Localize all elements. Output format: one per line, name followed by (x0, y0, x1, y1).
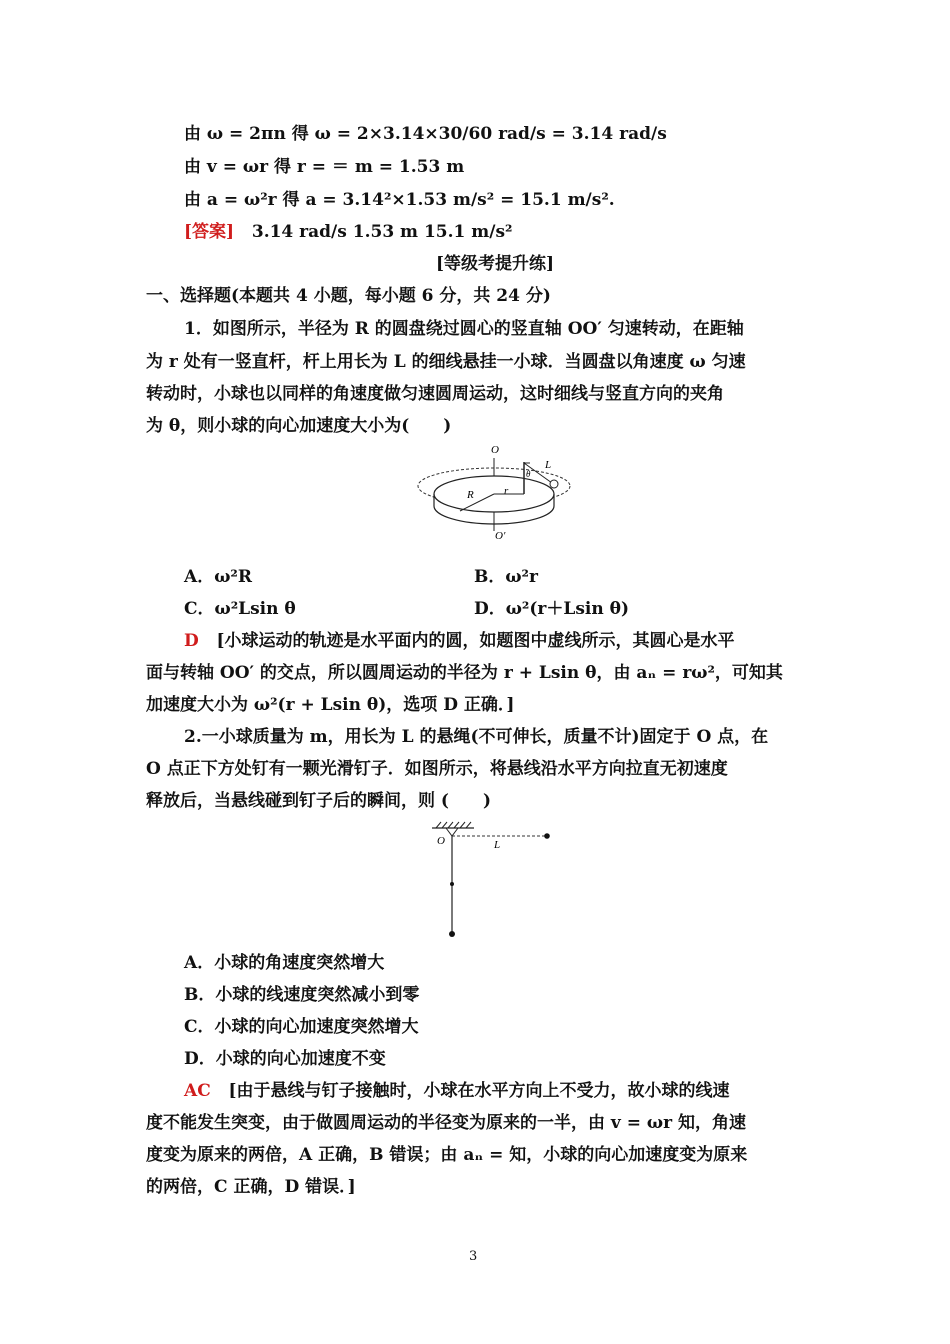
answer-text: 3.14 rad/s 1.53 m 15.1 m/s² (251, 222, 513, 242)
q1-line-1: 1．如图所示，半径为 R 的圆盘绕过圆心的竖直轴 OO′ 匀速转动，在距轴 (184, 319, 744, 339)
q2-nail (450, 882, 454, 886)
q2-option-a: A．小球的角速度突然增大 (184, 953, 385, 973)
q1-figure-disk (412, 436, 572, 551)
q1-line-3: 转动时，小球也以同样的角速度做匀速圆周运动，这时细线与竖直方向的夹角 (146, 384, 724, 404)
q1-line-2: 为 r 处有一竖直杆，杆上用长为 L 的细线悬挂一小球．当圆盘以角速度 ω 匀速 (146, 352, 746, 372)
q2-option-b: B．小球的线速度突然减小到零 (184, 985, 420, 1005)
q1-explanation-1 (184, 625, 735, 657)
calc-line-2: 由 v = ωr 得 r = ＝ m = 1.53 m (184, 157, 465, 177)
answer-label: [答案] (184, 222, 235, 242)
q2-ball-start (544, 833, 550, 839)
q1-label-R: R (467, 489, 474, 501)
q1-label-L: L (545, 459, 552, 471)
q1-option-b: B．ω²r (474, 567, 538, 587)
q1-explanation-3: 加速度大小为 ω²(r + Lsin θ)，选项 D 正确．] (146, 695, 515, 715)
calc-answer (184, 216, 513, 248)
q2-line-2: O 点正下方处钉有一颗光滑钉子．如图所示，将悬线沿水平方向拉直无初速度 (146, 759, 728, 779)
q2-explanation-text-1: [由于悬线与钉子接触时，小球在水平方向上不受力，故小球的线速 (228, 1081, 730, 1101)
q2-explanation-2: 度不能发生突变，由于做圆周运动的半径变为原来的一半，由 v = ωr 知，角速 (146, 1113, 746, 1133)
q1-label-O: O (491, 444, 499, 456)
q2-explanation-4: 的两倍，C 正确，D 错误．] (146, 1177, 356, 1197)
q1-explanation-2: 面与转轴 OO′ 的交点，所以圆周运动的半径为 r + Lsin θ，由 aₙ = rω²，可知其 (146, 663, 783, 683)
q1-label-O-prime: O′ (495, 530, 506, 542)
q1-option-d: D．ω²(r＋Lsin θ) (474, 599, 630, 619)
q2-label-L: L (494, 839, 501, 851)
part-heading: 一、选择题(本题共 4 小题，每小题 6 分，共 24 分) (146, 286, 551, 306)
q2-answer-label: AC (184, 1081, 211, 1101)
q1-line-4: 为 θ，则小球的向心加速度大小为( ) (146, 416, 452, 436)
q2-ceiling-hatch (436, 822, 471, 828)
q1-option-a: A．ω²R (184, 567, 252, 587)
q1-label-r: r (504, 485, 509, 497)
q2-label-O: O (437, 835, 445, 847)
q2-line-1: 2.一小球质量为 m，用长为 L 的悬绳(不可伸长，质量不计)固定于 O 点，在 (184, 727, 769, 747)
section-title: [等级考提升练] (435, 254, 555, 274)
q2-line-3: 释放后，当悬线碰到钉子后的瞬间，则 ( ) (146, 791, 492, 811)
q2-figure-pendulum (428, 820, 558, 942)
q1-answer-label: D (184, 631, 199, 651)
q2-option-c: C．小球的向心加速度突然增大 (184, 1017, 419, 1037)
calc-line-1: 由 ω = 2πn 得 ω = 2×3.14×30/60 rad/s = 3.14 rad/s (184, 124, 667, 144)
calc-line-3: 由 a = ω²r 得 a = 3.14²×1.53 m/s² = 15.1 m/s². (184, 190, 615, 210)
q2-explanation-3: 度变为原来的两倍，A 正确，B 错误；由 aₙ = 知，小球的向心加速度变为原来 (146, 1145, 748, 1165)
q1-option-c: C．ω²Lsin θ (184, 599, 296, 619)
q2-option-d: D．小球的向心加速度不变 (184, 1049, 386, 1069)
q1-ball (550, 480, 558, 488)
q1-label-theta: θ (526, 469, 531, 479)
q1-explanation-text-1: [小球运动的轨迹是水平面内的圆，如题图中虚线所示，其圆心是水平 (216, 631, 735, 651)
q2-ball-end (449, 931, 455, 937)
q2-explanation-1 (184, 1075, 730, 1107)
q2-pivot (446, 828, 458, 836)
page-number: 3 (469, 1249, 478, 1264)
